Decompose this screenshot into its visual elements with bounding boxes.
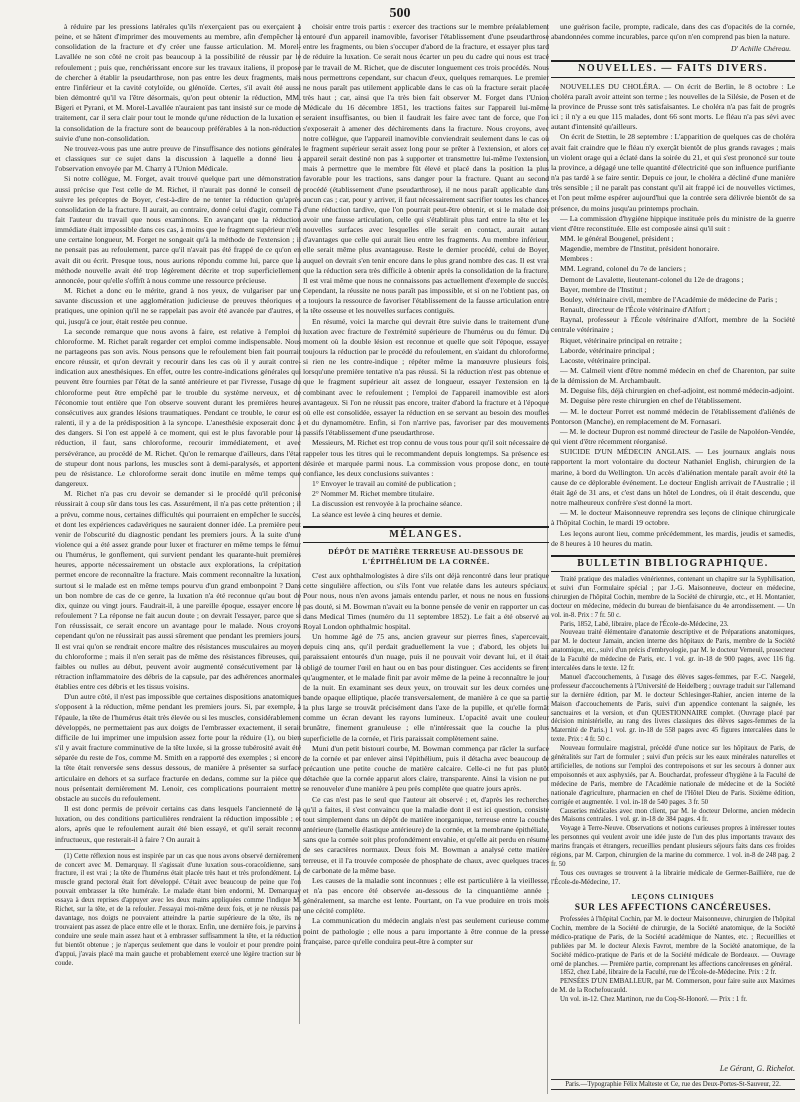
news-item: M. Deguise fils, déjà chirurgien en chef-adjoint, est nommé médecin-adjoint. <box>560 386 795 396</box>
member-item: Riquet, vétérinaire principal en retraite ; <box>560 335 682 345</box>
news-item: — M. Calmeil vient d'être nommé médecin en chef de Charenton, par suite de la démission de M. Archambault. <box>551 366 795 386</box>
bulletin-entry: Traité pratique des maladies vénériennes, contenant un chapitre sur la Syphilisation, et suivi d'un Formulaire spécial ; par J.-G. Maisonneuve, docteur en médecine, chirurgien de l'hôpital Cochin, membre de la Société de chirurgie, etc., et H. Montanier, docteur en médecine, médecin du bureau de bienfaisance du 4e arrondissement. — Un vol. in-8. Prix : 7 fr. 50 c. <box>551 575 795 619</box>
paragraph: La communication du médecin anglais n'est pas seulement curieuse comme point de pathologie ; elle nous a paru importante à être connue de la presse française, parce qu'elle conduira peut-être à compter sur <box>303 916 549 946</box>
news-item: — M. le docteur Maisonneuve reprendra ses leçons de clinique chirurgicale à l'hôpital Cochin, le mardi 19 octobre. <box>551 508 795 528</box>
intro-signature: D' Achille Chéreau. <box>730 44 791 54</box>
paragraph: Les causes de la maladie sont inconnues ; elle est particulière à la vieillesse, et n'a pas encore été observée au-dessous de la cinquantième année ; généralement, sa marche est lente. Pourtant, on l'a vue produire en trois mois une cécité complète. <box>303 875 549 916</box>
column-2-body <box>303 22 549 479</box>
paragraph: NOUVELLES DU CHOLÉRA. — On écrit de Berlin, le 8 octobre : Le choléra paraît avoir atteint son terme ; les nouvelles de la Silésie, de Posen et de la province de Prusse sont très satisfaisantes. Le choléra n'a pas fait de progrès ici ; il n'y a eu que 115 malades, dont 66 sont morts. Le fléau n'a pas sévi avec autant d'intensité qu'ailleurs. <box>551 81 795 132</box>
column-2 <box>303 22 549 1022</box>
member-item: Lacoste, vétérinaire principal. <box>560 355 651 365</box>
lecons-pre-heading: LEÇONS CLINIQUES <box>631 892 715 901</box>
paragraph: Ne trouvez-vous pas une autre preuve de l'insuffisance des notions générales et classiques sur ce sujet dans la discussion à laquelle a donné lieu à l'observation envoyée par M. Charry à l'Union Médicale. <box>55 143 301 174</box>
paragraph: M. Richet a donc eu le mérite, grand à nos yeux, de vulgariser par une savante discussion et une agglomération judicieuse de preuves théoriques et pratiques, une opinion qu'il ne se rappelait pas avoir été avancée par d'autres, et qui, jusqu'à ce jour, était restée peu connue. <box>55 286 301 326</box>
paragraph: à réduire par les pressions latérales qu'ils n'exerçaient pas ou exerçaient à peine, et se hâtent d'imprimer des mouvements au membre, afin d'empêcher la consolidation de la fracture et d'y créer une fausse articulation. M. Morel-Lavallée ne son côté ne croit pas beaucoup à la possibilité de réussir par le refoulement ; puis que, renchérissant encore sur les travaux italiens, il propose de chercher à établir la pseudarthrose, non pas entre les deux fragments, mais entre l'inférieur et la cavité cotyloïde, ou glénoïde. Certes, s'il avait été aussi bien démontré qu'il va l'être désormais, qu'on peut obtenir la réduction, MM. Bigeri et Pyrani, et M. Morel-Lavallée n'auraient pas tant insisté sur ce mode de traitement, car il sera clair pour tout le monde qu'une réduction de la luxation et la consolidation de la fracture sont de beaucoup préférables à la non-réduction suivie d'une non-consolidation. <box>55 22 301 143</box>
melanges-heading: MÉLANGES. <box>303 526 549 543</box>
bulletin-entries <box>551 576 795 888</box>
member-item: Membres : <box>560 254 593 264</box>
member-item: Magendie, membre de l'Institut, président honoraire. <box>560 244 720 254</box>
melanges-body <box>303 571 549 947</box>
bulletin-heading: BULLETIN BIBLIOGRAPHIQUE. <box>551 555 795 572</box>
paragraph: En résumé, voici la marche qui devrait être suivie dans le traitement d'une luxation avec fracture de l'extrémité supérieure de l'humérus ou du fémur. Du moment où la double lésion est reconnue et quelle que soit l'époque, essayer toujours la réduction par le procédé du refoulement, en s'aidant du chloroforme, si rien ne les contre-indique ; répéter même la manœuvre plusieurs fois, lorsqu'une première tentative n'a pas réussi. Si la réduction n'est pas obtenue et que le fragment supérieur ait assez de longueur, essayer l'extension en la combinant avec le refoulement ; l'emploi de l'appareil inamovible est alors avantageux. Si l'on ne réussit pas encore, traiter d'abord la fracture et à l'époque où elle est consolidée, essayer la réduction en se servant au besoin des moufles et du dynamomètre. Enfin, si l'on n'arrive pas, favoriser par des mouvements passifs l'établissement d'une pseudarthrose. <box>303 316 549 438</box>
closing-lines <box>303 499 549 519</box>
news-item: SUICIDE D'UN MÉDECIN ANGLAIS. — Les journaux anglais nous rapportent la mort volontaire du docteur Nathaniel English, chirurgien de la marine, à bord du Wellington. Un accès d'aliénation mentale paraît avoir été la cause de ce déplorable événement. Le docteur English arrivait de l'Australie ; il était âgé de 31 ans, et c'est dans un hôtel de Londres, où il était descendu, que notre malheureux confrère s'est donné la mort. <box>551 447 795 508</box>
footnote-rule <box>55 849 135 850</box>
nouvelles-body <box>551 82 795 234</box>
closing-line: La séance est levée à cinq heures et demie. <box>312 509 443 519</box>
conclusion-item: 2° Nommer M. Richet membre titulaire. <box>312 489 435 499</box>
nouvelles-heading: NOUVELLES. — FAITS DIVERS. <box>551 60 795 77</box>
member-item: Laborde, vétérinaire principal ; <box>560 345 655 355</box>
footnote: (1) Cette réflexion nous est inspirée par un cas que nous avons observé dernièrement de concert avec M. Demarquay. Il s'agissait d'une luxation sous-coracoïdienne, sans fracture, il est vrai ; la tête de l'humérus était placée très haut et très profondément. Le muscle grand pectoral était fort développé. C'était avec beaucoup de peine que l'on pouvait embrasser la tête humérale. Le malade étant bien endormi, M. Demarquay essaya à deux reprises d'appuyer avec les deux mains appliquées comme l'indique M. Richet, sur la tête, et de la refouler. J'essayai moi-même deux fois, et je ne réussis pas davantage, nos doigts ne pouvaient atteindre la partie supérieure de la tête, ils ne trouvaient pas assez de place entre elle et le thorax. Enfin, une dernière fois, je parvins à conduire une seule main assez haut et à embrasser suffisamment la tête, et la réduction fut bientôt obtenue ; je n'aperçus seulement que dans le vouloir et pour prendre point d'appui, j'avais placé ma main gauche et probablement exercé une légère traction sur le coude. <box>55 852 301 967</box>
paragraph: Ce cas n'est pas le seul que l'auteur ait observé ; et, d'après les recherches qu'il a faites, il s'est convaincu que la maladie dont il est ici question, consiste tout simplement dans un dépôt de matière inorganique, terreuse entre la couche antérieure (lamelle élastique antérieure) de la cornée, et la membrane épithéliale, sans que la cornée soit plus profondément envahie, et qu'elle ait perdu en résumé de ses caractères normaux. Deux fois M. Bowman a analysé cette matière terreuse, et il l'a trouvée composée de phosphate de chaux, avec quelques traces de carbonate de la même base. <box>303 794 549 875</box>
gerant-signature: Le Gérant, G. Richelot. <box>719 1064 795 1073</box>
news-item: — M. le docteur Porret est nommé médecin de l'établissement d'aliénés de Pontorson (Manche), en remplacement de M. Fornasari. <box>551 406 795 426</box>
conclusion-item: 1° Envoyer le travail au comité de publication ; <box>312 479 456 489</box>
paragraph: M. Richet n'a pas cru devoir se demander si le procédé qu'il préconise réussirait à coup sûr dans tous les cas. Assurément, il n'a pas cette prétention ; il a prévu, comme nous, certaines difficultés qui pourraient en empêcher le succès, et dont les expériences cadavériques ne sauraient donner idée. La première peut venir de l'obscurité du diagnostic pendant les premiers jours. À la suite d'une violence qui a été assez grande pour luxer et fracturer en même temps le fémur ou l'humérus, le gonflement, qui survient pendant les quarante-huit premières heures, apporte nécessairement un obstacle aux explorations, la crépitation permet encore de reconnaître la fracture. Mais comment reconnaître la luxation, surtout si le malade est en même temps pourvu d'un grand embonpoint ? Dans un bon nombre de cas de ce genre, la luxation n'a été reconnue qu'au bout de dix, quinze ou vingt jours. Faudrait-il, à une pareille époque, essayer encore le refoulement ? La réponse ne fait aucun doute ; on devrait l'essayer, parce que si l'on réussissait, ce serait encore un avantage pour le malade. Nous croyons cependant qu'on ne réussirait pas aussi sûrement que pendant les premiers jours. Il est vrai qu'on se rendrait encore maître des résistances musculaires au moyen du chloroforme ; mais il n'en serait pas de même des résistances fibreuses, qui, faibles ou nulles au début, peuvent avoir augmenté consécutivement par la rétraction inflammatoire des débris de la capsule, par des adhérences anormales établies entre ces débris et les tissus voisins. <box>55 489 301 692</box>
news-items <box>551 366 795 549</box>
imprint-line: Paris.—Typographie Félix Malteste et Ce, rue des Deux-Portes-St-Sauveur, 22. <box>551 1079 795 1090</box>
pensees-entry: PENSÉES D'UN EMBALLEUR, par M. Commerson, pour faire suite aux Maximes de M. de la Rochefoucauld. <box>551 978 795 995</box>
column-3 <box>551 22 795 1082</box>
bulletin-entry: Manuel d'accouchements, à l'usage des élèves sages-femmes, par F.-C. Naegelé, professeur d'accouchements à l'Université de Heidelberg ; ouvrage traduit sur l'allemand sur la dernière édition, par M. le docteur Schlesinger-Rahier, ancien interne de la Maison d'accouchements de Paris, suivi d'un appendice contenant la saignée, les sanctuaires et la version, et d'un QUESTIONNAIRE complet. (Ouvrage placé par décision ministérielle, au rang des livres classiques des élèves sages-femmes de la Maternité de Paris.) 1 vol. gr. in-18 de 558 pages avec 45 figures intercalées dans le texte. Prix : 4 fr. 50 c. <box>551 673 795 744</box>
paragraph: C'est aux ophthalmologistes à dire s'ils ont déjà rencontré dans leur pratique cette singulière affection, ou s'ils l'ont vue relatée dans les auteurs spéciaux. Pour nous, nous n'en avons jamais entendu parler, et nous ne nous en fussions pas douté, si M. Bowman n'avait eu la bonne pensée de venir en rapporter un cas dans Medical Times (numéro du 11 septembre 1852). Le fait a été observé au Royal London ophthalmic hospital. <box>303 571 549 631</box>
lecons-text: Professées à l'hôpital Cochin, par M. le docteur Maisonneuve, chirurgien de l'hôpital Cochin, membre de la Société de chirurgie, de la Société anatomique, de la Société médico-pratique de Paris, de la Société académique de Nantes, etc. ; Recueillies et publiées par M. le docteur Alexis Favrot, membre de la Société anatomique, de la Société médico-pratique de Paris et de la Société médicale de Bordeaux. — Ouvrage orné de planches. — Première partie, comprenant les affections cancéreuses en général. <box>551 916 795 968</box>
paragraph: On écrit de Stettin, le 28 septembre : L'apparition de quelques cas de choléra avait fait craindre que le fléau n'y exerçât bientôt de plus grands ravages ; mais un violent orage qui a éclaté dans la soirée du 21, et qui s'est prononcé sur toute la province, a dégagé une telle quantité d'électricité que son influence purifiante n'a pas tardé à se faire sentir. Depuis ce jour, le choléra a décliné d'une manière très sensible ; il ne paraît pas constant qu'il ait frappé ici de nouvelles victimes, et l'on peut même espérer aujourd'hui que la contrée sera délivrée bientôt de sa présence, du moins jusqu'au printemps prochain. <box>551 132 795 213</box>
news-item: — M. le docteur Dupron est nommé directeur de l'asile de Napoléon-Vendée, qui vient d'être récemment réorganisé. <box>551 426 795 447</box>
commission-members <box>551 234 795 366</box>
bulletin-entry: Paris, 1852, Labé, libraire, place de l'École-de-Médecine, 23. <box>560 620 729 628</box>
paragraph: choisir entre trois partis : exercer des tractions sur le membre préalablement entouré d'un appareil inamovible, favoriser l'établissement d'une pseudarthrose entre les fragments, ou bien s'occuper d'abord de la fracture, et essayer plus tard de réduire la luxation. Ce serait nous écarter un peu du cadre qui nous est tracé par le travail de M. Richet, que de discuter longuement ces trois procédés. Nous nous permettrons cependant, sur chacun d'eux, quelques remarques. Le premier ne nous paraît pas utilement applicable dans le cas où la fracture serait placée très haut ; car, ainsi que l'a très bien fait observer M. Forget dans l'Union Médicale du 16 décembre 1851, les tractions faites sur l'appareil lui-même seraient insuffisantes, ou bien il faudrait les faire avec tant de force, que l'on s'exposerait à amener des déchirements dans la fracture. Nous croyons, avec notre collègue, que l'appareil inamovible conviendrait seulement dans le cas où le fragment supérieur serait assez long pour se prêter à l'extension, et alors cet appareil serait destiné non pas à supporter et transmettre lui-même l'extension, mais à permettre que le membre fût élevé et placé dans la position la plus favorable pour les tractions, sans danger pour la fracture. Quant au second procédé (établissement d'une pseudarthrose), il ne nous paraît applicable dans aucun cas ; car, pour y arriver, il faut nécessairement sacrifier toutes les chances d'une réduction tardive, que l'on pourrait peut-être obtenir, et si le malade doit avoir une fausse articulation, celle qui s'établirait plus tard entre la tête et les nouvelles surfaces avec lesquelles elle serait en contact, aurait autant d'avantages que celle qui aurait lieu entre les fragments. Au membre inférieur, elle serait même plus avantageuse. Reste le dernier procédé, celui de Boyer, auquel on devrait s'en tenir encore dans le plus grand nombre des cas. Il est vrai que la réduction sera très difficile à obtenir après la consolidation de la fracture. Il est vrai même que nous ne connaissons pas actuellement d'exemple de succès. Cependant, la réussite ne nous paraît pas impossible, et si on ne l'obtient pas, on a toujours la ressource de favoriser l'établissement de la fausse articulation entre la tête osseuse et les nouvelles surfaces contiguës. <box>303 22 549 316</box>
paragraph: Si notre collègue, M. Forget, avait trouvé quelque part une démonstration aussi précise que l'est celle de M. Richet, il n'aurait pas donné le conseil de suivre les préceptes de Boyer, c'est-à-dire de ne tenter la réduction qu'après consolidation de la fracture. Il aurait, au contraire, donné celui d'agir, comme l'a fait l'auteur du travail que nous examinons. En avançant que la réduction immédiate était impossible dans ces cas, à moins que le fragment supérieur n'eût une certaine longueur, M. Forget ne songeait qu'à la méthode de l'extension ; il ne pensait pas au refoulement, parce qu'il n'avait pas été frappé de ce qu'on en avait dit ou écrit. Presque tous, nous aurions répondu comme lui, parce que la méthode nouvelle avait été trop légèrement décrite et trop superficiellement annoncée, pour qu'elle s'offrît à nous comme une ressource précieuse. <box>55 174 301 285</box>
melanges-subheading: DÉPÔT DE MATIÈRE TERREUSE AU-DESSOUS DE L'ÉPITHÉLIUM DE LA CORNÉE. <box>328 546 524 566</box>
paragraph: D'un autre côté, il n'est pas impossible que certaines dispositions anatomiques s'opposent à la réduction, même pendant les premiers jours. Si, par exemple, à l'épaule, la tête de l'humérus était très élevée ou si les muscles, considérablement développés, ne permettaient pas aux doigts de l'embrasser exactement, il serait difficile de lui imprimer une impulsion assez forte pour la réduire (1), ou bien s'il y avait fracture comminutive de la tête luxée, si la grosse tubérosité avait été séparée du reste de l'os, comme M. Smith en a rapporté des exemples ; si encore la tête était renversée sens dessus dessous, de manière à présenter sa surface articulaire en dehors et sa surface fracturée en dedans, comme sur la pièce que nous présentait dernièrement M. Lenoir, ces complications pourraient mettre obstacle au succès du refoulement. <box>55 692 301 803</box>
paragraph: La seconde remarque que nous avons à faire, est relative à l'emploi du chloroforme. M. Richet paraît regarder cet emploi comme indispensable. Nous ne partageons pas son avis. Nous pensons que le refoulement bien fait pourrait encore réussir, et qu'on devrait y recourir dans les cas où il y aurait contre-indication aux anesthésiques. En effet, outre les contre-indications générales qui peuvent être fournies par l'état de la santé antérieure et par l'ivresse, l'usage du chloroforme peut être empêché par le trouble du système nerveux, et de l'économie tout entière que l'on observe souvent durant les premières heures consécutives aux grandes lésions traumatiques. Pendant ce trouble, le cœur est ralenti, il y a de la prédisposition à la syncope. L'anesthésie exposerait donc à des dangers. Si l'on est appelé à ce moment, qui est le plus favorable pour la réduction, il faut, sans chloroforme, recourir immédiatement, et avec persévérance, au procédé de M. Richet. Qu'on le remarque d'ailleurs, dans l'état de stupeur dont nous parlons, les muscles sont à demi-paralysés, et apportent peu de résistance. Le chloroforme serait donc inutile en même temps que dangereux. <box>55 326 301 489</box>
page-number: 500 <box>389 6 411 21</box>
bulletin-entry: Tous ces ouvrages se trouvent à la librairie médicale de Germer-Baillière, rue de l'École-de-Médecine, 17. <box>551 869 795 886</box>
member-item: Renault, directeur de l'École vétérinaire d'Alfort ; <box>560 305 711 315</box>
paragraph: Messieurs, M. Richet est trop connu de vous tous pour qu'il soit nécessaire de rappeler tous les titres qui le recommandent depuis longtemps. Sa présence est désirée et marquée parmi nous. La commission vous propose donc, en toute confiance, les deux conclusions suivantes : <box>303 438 549 478</box>
news-item: Les leçons auront lieu, comme précédemment, les mardis, jeudis et samedis, de 8 heures à 10 heures du matin. <box>551 528 795 548</box>
lecons-title: SUR LES AFFECTIONS CANCÉREUSES. <box>574 902 772 913</box>
paragraph: Un homme âgé de 75 ans, ancien graveur sur pierres fines, s'apercevait, depuis cinq ans, qu'il perdait graduellement la vue ; d'abord, les objets lui paraissaient entourés d'un nuage, puis il ne pouvait voir devant lui, et il était obligé de tourner l'œil en haut ou en bas pour distinguer. Ces accidents se firent qu'augmenter, et le malade finit par avoir même de la peine à reconnaître le jour de la nuit. En examinant ses deux yeux, on trouvait sur les deux cornées une bande opaque elliptique, placée transversalement, de manière à ce que sa partie la plus large se trouvât précisément dans l'axe de la pupille, et qu'elle formât comme un écran devant les rayons lumineux. L'opacité avait une couleur brunâtre, finement granuleuse ; elle n'intéressait que la couche la plus superficielle de la cornée, et l'iris paraissait complètement saine. <box>303 632 549 743</box>
member-item: MM. le général Bougenel, président ; <box>560 233 674 243</box>
closing-line: La discussion est renvoyée à la prochaine séance. <box>312 499 463 509</box>
paragraph: Muni d'un petit bistouri courbe, M. Bowman commença par râcler la surface de la cornée et par enlever ainsi l'épithélium, puis il détacha avec beaucoup de précaution une petite couche de matière calcaire. Celle-ci ne fut pas plutôt détachée que la cornée apparut alors claire, transparente. Ainsi la vision ne put se renouveler d'une manière à peu près complète que quatre jours après. <box>303 743 549 794</box>
bulletin-entry: Causeries médicales avec mon client, par M. le docteur Delorme, ancien médecin des Maisons centrales. 1 vol. gr. in-18 de 384 pages. 4 fr. <box>551 807 795 824</box>
member-item: MM. Legrand, colonel du 7e de lanciers ; <box>560 264 686 274</box>
bulletin-entry: Nouveau formulaire magistral, précédé d'une notice sur les hôpitaux de Paris, de généralités sur l'art de formuler ; suivi d'un précis sur les eaux minérales naturelles et artificielles, de notions sur l'emploi des contrepoisons et sur les secours à donner aux empoisonnés et aux asphyxiés, par A. Bouchardat, professeur d'hygiène à la Faculté de médecine de Paris, membre de l'Académie nationale de médecine et de la Société nationale d'agriculture, pharmacien en chef de l'Hôtel Dieu de Paris. Sixième édition, corrigée et augmentée. 1 vol. in-18 de 540 pages. 3 fr. 50 <box>551 745 795 806</box>
paragraph: Il est donc permis de prévoir certains cas dans lesquels l'ancienneté de la luxation, ou des conditions particulières rendraient la réduction impossible ; et alors, après que le refoulement aurait été bien essayé, et qu'il serait reconnu infructueux, que resterait-il à faire ? On aurait à <box>55 804 301 844</box>
member-item: Raynal, professeur à l'École vétérinaire d'Alfort, membre de la Société centrale vétérinaire ; <box>551 315 795 335</box>
member-item: Bayer, membre de l'Institut ; <box>560 284 647 294</box>
pensees-publisher: Un vol. in-12. Chez Martinon, rue du Coq-St-Honoré. — Prix : 1 fr. <box>560 996 747 1004</box>
conclusions-list <box>303 479 549 499</box>
member-item: Demont de Lavalette, lieutenant-colonel du 12e de dragons ; <box>560 274 744 284</box>
bulletin-entry: Nouveau traité élémentaire d'anatomie descriptive et de Préparations anatomiques, par M. le docteur Jamain, ancien interne des hôpitaux de Paris, membre de la Société anatomique, etc., suivi d'un précis d'embryologie, par M. le docteur Verneuil, prosecteur de la Faculté de médecine de Paris, etc. 1 vol. gr. in-18 de 900 pages, avec 116 fig. intercalées dans le texte. 12 fr. <box>551 629 795 673</box>
intro-paragraph: une guérison facile, prompte, radicale, dans des cas d'opacités de la cornée, abandonnées comme incurables, parce qu'on n'en comprend pas bien la nature. <box>551 22 795 42</box>
member-item: Bouley, vétérinaire civil, membre de l'Académie de médecine de Paris ; <box>560 294 778 304</box>
news-item: M. Deguise père reste chirurgien en chef de l'établissement. <box>560 396 742 406</box>
column-1-body <box>55 22 301 845</box>
paragraph: — La commission d'hygiène hippique instituée près du ministre de la guerre vient d'être reconstituée. Elle est composée ainsi qu'il suit : <box>551 213 795 233</box>
lecons-publisher: 1852, chez Labé, libraire de la Faculté, rue de l'École-de-Médecine. Prix : 2 fr. <box>560 969 777 977</box>
column-1 <box>55 22 301 1080</box>
bulletin-entry: Voyage à Terre-Neuve. Observations et notions curieuses propres à intéresser toutes les personnes qui veulent avoir une idée juste de l'un des plus importants travaux des marins français et étrangers, recueillies pendant plusieurs séjours faits dans ces froides régions, par M. Carpon, chirurgien de la marine du commerce. 1 vol. in-8 de 248 pag. 2 fr. 50 <box>551 825 795 868</box>
